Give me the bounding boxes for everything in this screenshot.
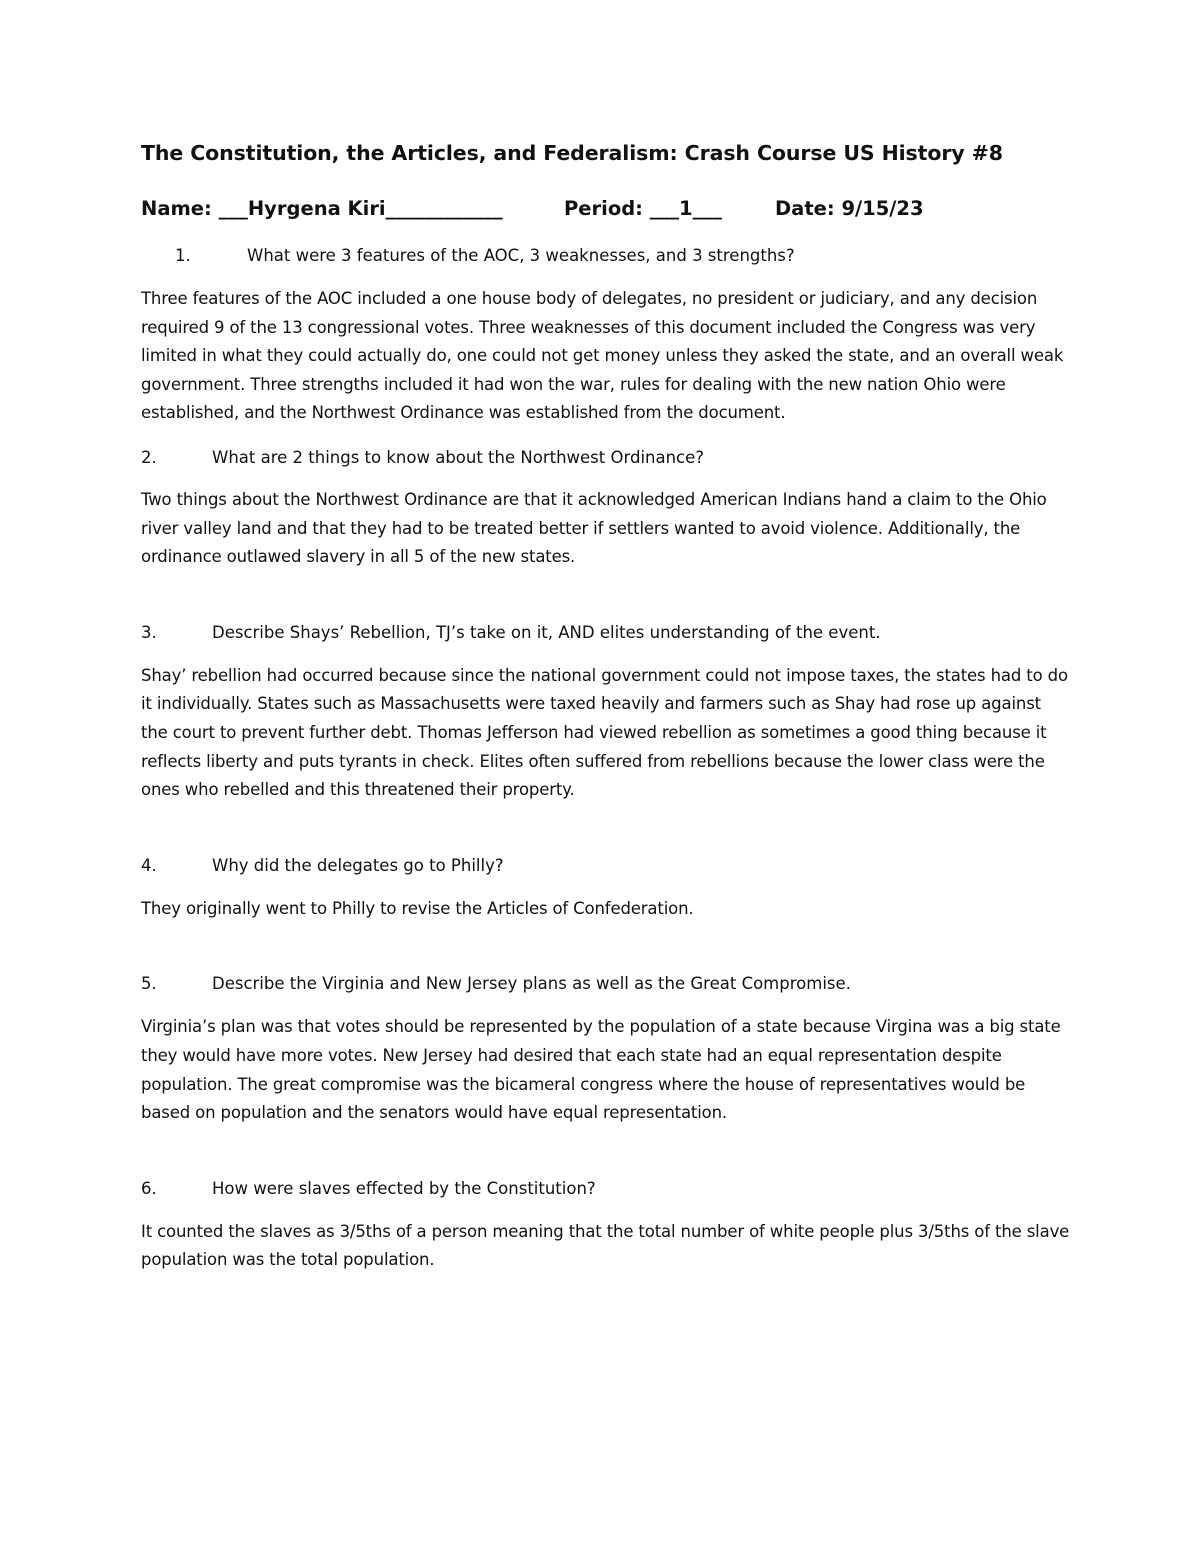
answer-4: They originally went to Philly to revise the Articles of Confederation.: [141, 898, 694, 918]
question-3: [141, 619, 1071, 647]
answer-1: Three features of the AOC included a one house body of delegates, no president or judiciary, and any decision required 9 of the 13 congressional votes. Three weaknesses of this document included the Congress was very limited in what they could actually do, one could not get money unless they asked the state, and an overall weak government. Three strengths included it had won the war, rules for dealing with the new nation Ohio were established, and the Northwest Ordinance was established from the document.: [141, 289, 1064, 423]
student-info-row: [141, 196, 1071, 222]
question-6: [141, 1175, 1071, 1203]
answer-5: Virginia’s plan was that votes should be represented by the population of a state because Virgina was a big state they would have more votes. New Jersey had desired that each state had an equal representation despite population. The great compromise was the bicameral congress where the house of representatives would be based on population and the senators would have equal representation.: [141, 1017, 1061, 1123]
answer-3: Shay’ rebellion had occurred because since the national government could not impose taxes, the states had to do it individually. States such as Massachusetts were taxed heavily and farmers such as Shay had rose up against the court to prevent further debt. Thomas Jefferson had viewed rebellion as sometimes a good thing because it reflects liberty and puts tyrants in check. Elites often suffered from rebellions because the lower class were the ones who rebelled and this threatened their property.: [141, 665, 1068, 800]
question-2: [141, 444, 1071, 472]
question-text: Why did the delegates go to Philly?: [212, 855, 504, 875]
question-number: 3.: [141, 622, 157, 642]
question-text: Describe Shays’ Rebellion, TJ’s take on it, AND elites understanding of the event.: [212, 622, 881, 642]
name-field: Name: ___Hyrgena Kiri____________: [141, 197, 503, 220]
question-number: 1.: [175, 246, 191, 265]
question-text: Describe the Virginia and New Jersey plans as well as the Great Compromise.: [212, 974, 851, 994]
question-text: What were 3 features of the AOC, 3 weaknesses, and 3 strengths?: [247, 246, 795, 265]
answer-6: It counted the slaves as 3/5ths of a person meaning that the total number of white people plus 3/5ths of the slave population was the total population.: [141, 1221, 1070, 1270]
question-5: [141, 970, 1071, 998]
document-title: The Constitution, the Articles, and Federalism: Crash Course US History #8: [141, 141, 1003, 165]
question-number: 2.: [141, 447, 157, 467]
question-number: 4.: [141, 855, 157, 875]
question-4: [141, 852, 1071, 880]
question-text: How were slaves effected by the Constitution?: [212, 1178, 596, 1198]
question-text: What are 2 things to know about the Northwest Ordinance?: [212, 447, 705, 467]
question-number: 6.: [141, 1178, 157, 1198]
question-1: [141, 242, 1071, 270]
question-number: 5.: [141, 974, 157, 994]
date-field: Date: 9/15/23: [775, 197, 924, 220]
period-field: Period: ___1___: [564, 197, 722, 220]
answer-2: Two things about the Northwest Ordinance are that it acknowledged American Indians hand a claim to the Ohio river valley land and that they had to be treated better if settlers wanted to avoid violence. Additionally, the ordinance outlawed slavery in all 5 of the new states.: [141, 489, 1047, 567]
document-page: [141, 140, 1071, 1275]
